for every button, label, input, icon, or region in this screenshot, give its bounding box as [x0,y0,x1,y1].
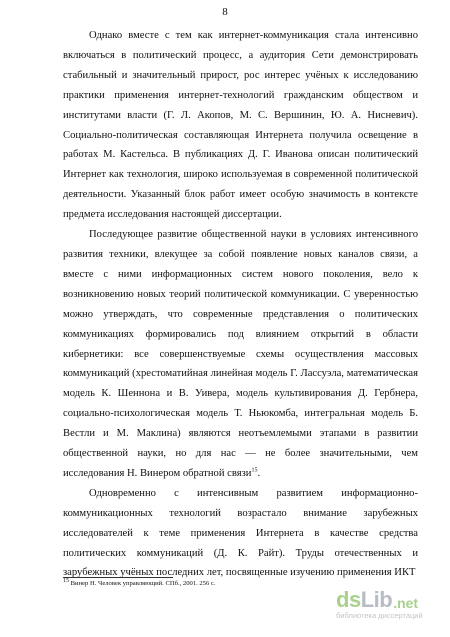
paragraph-2 [63,225,418,484]
paragraph-2-end: . [257,467,261,479]
footnote-number: 15 [63,577,69,584]
body-text [63,26,418,583]
watermark [336,587,440,633]
watermark-logo [336,587,440,613]
page-number: 8 [222,6,228,18]
watermark-logo-ds: ds [336,587,361,612]
paragraph-2-text: Последующее развитие общественной науки в условиях интенсивного развития техники, влекущее за собой появление новых каналов связи, а вместе с ними информационных систем нового поколения, вело к возникновению новых теорий политической коммуникации. С уверенностью можно утверждать, что современные представления о политических коммуникациях формировались под влиянием открытий в области кибернетики: все совершенствуемые схемы осуществления массовых коммуникаций (хрестоматийная линейная модель Г. Лассуэла, математическая модель К. Шеннона и В. Уивера, модель культивирования Д. Гербнера, социально-психологическая модель Т. Ньюкомба, интегральная модель Б. Вестли и М. Маклина) являются неотъемлемыми этапами в развитии общественной науки, но для нас — не более значительными, чем исследования Н. Винером обратной связи [63,229,418,479]
watermark-logo-net: .net [393,595,419,611]
footnote-text: Винер Н. Человек управляющий. СПб., 2001. 256 с. [69,580,216,587]
paragraph-3: Одновременно с интенсивным развитием информационно-коммуникационных технологий возрастало внимание зарубежных исследователей к теме применения Интернета в качестве средства политических коммуникаций (Д. К. Райт). Труды отечественных и зарубежных учёных последних лет, посвященные изучению применения ИКТ [63,487,418,579]
footnote-separator [63,577,173,578]
footnote-reference: 15 [251,467,258,474]
watermark-logo-lib: Lib [360,587,393,612]
footnote [63,577,216,587]
paragraph-1: Однако вместе с тем как интернет-коммуникация стала интенсивно включаться в политический процесс, а аудитория Сети демонстрировать стабильный и значительный прирост, рос интерес учёных к исследованию практики применения интернет-технологий гражданским обществом и институтами власти (Г. Л. Акопов, М. С. Вершинин, Ю. А. Нисневич). Социально-политическая составляющая Интернета получила освещение в работах М. Кастельса. В публикациях Д. Г. Иванова описан политический Интернет как технология, широко используемая в современной политической деятельности. Указанный блок работ имеет особую значимость в контексте предмета исследования настоящей диссертации. [63,30,418,221]
watermark-subtitle: библиотека диссертаций [336,611,423,620]
